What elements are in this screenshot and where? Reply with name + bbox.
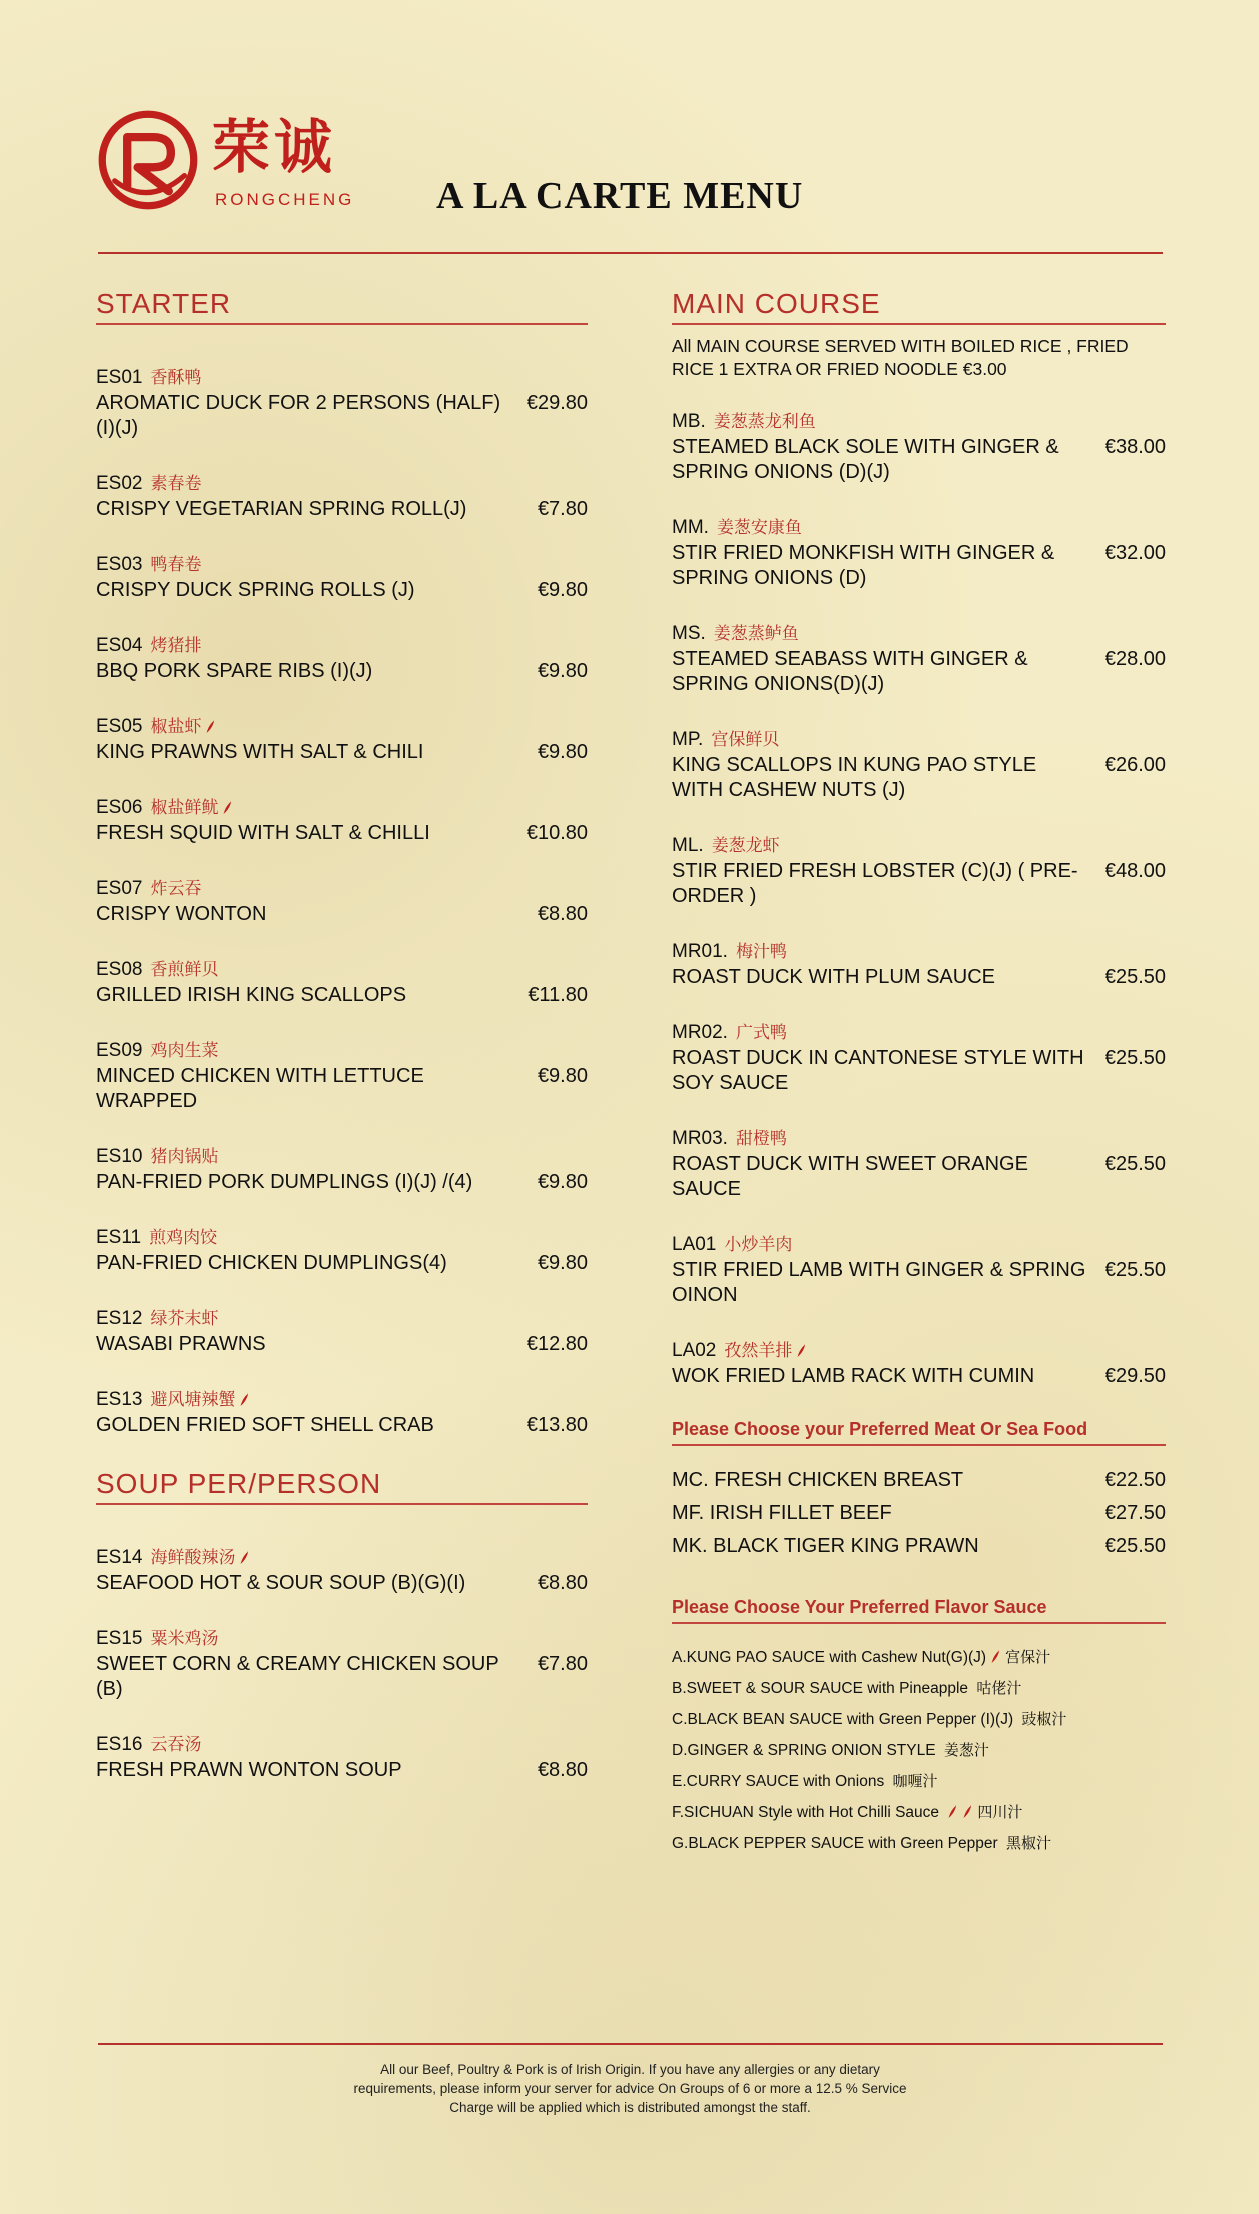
menu-item [672,1338,1166,1389]
item-name: ROAST DUCK IN CANTONESE STYLE WITH SOY SAUCE [672,1047,1084,1094]
item-price: €38.00 [1104,436,1166,458]
item-chinese-name: 梅汁鸭 [735,942,787,962]
item-chinese-name: 椒盐鲜鱿 [150,798,219,818]
menu-item [672,515,1166,591]
item-price: €9.80 [537,1171,588,1193]
sauce-choice [672,1673,1166,1704]
item-chinese-name: 广式鸭 [735,1023,787,1043]
item-code: ES14 [96,1547,143,1568]
item-code-line [96,1038,588,1064]
menu-item [672,833,1166,909]
item-name: BBQ PORK SPARE RIBS (I)(J) [96,660,373,682]
item-code-line [96,1225,588,1251]
chili-pepper-icon [947,1803,958,1819]
item-name: PAN-FRIED CHICKEN DUMPLINGS(4) [96,1252,447,1274]
menu-item [96,1732,588,1783]
item-price: €7.80 [537,1653,588,1675]
item-code: ES04 [96,635,143,656]
item-name: CRISPY DUCK SPRING ROLLS (J) [96,579,415,601]
item-price: €26.00 [1104,754,1166,776]
footer-note [250,2060,1010,2117]
item-code-line [96,633,588,659]
menu-item [96,795,588,846]
item-chinese-name: 孜然羊排 [724,1341,793,1361]
item-price: €9.80 [537,660,588,682]
menu-item [96,1038,588,1114]
sauce-name: F.SICHUAN Style with Hot Chilli Sauce [672,1804,944,1821]
sauce-name: E.CURRY SAUCE with Onions [672,1773,889,1790]
logo-english-name: RONGCHENG [215,190,355,209]
menu-item [672,939,1166,990]
item-chinese-name: 鸡肉生菜 [150,1041,219,1061]
menu-item [672,727,1166,803]
item-code: ES02 [96,473,143,494]
sauce-name: B.SWEET & SOUR SAUCE with Pineapple [672,1680,973,1697]
main-course-note: All MAIN COURSE SERVED WITH BOILED RICE , FRIED RICE 1 EXTRA OR FRIED NOODLE €3.00 [672,336,1129,379]
item-code-line [672,939,1166,965]
item-code-line [672,1338,1166,1364]
menu-item [96,633,588,684]
item-name: FRESH PRAWN WONTON SOUP [96,1759,402,1781]
item-name: STEAMED BLACK SOLE WITH GINGER & SPRING ONIONS (D)(J) [672,436,1059,483]
menu-item [672,1020,1166,1096]
footer-line: requirements, please inform your server for advice On Groups of 6 or more a 12.5 % Service [353,2081,907,2096]
item-code-line [96,365,588,391]
item-code: ES10 [96,1146,143,1167]
item-name: PAN-FRIED PORK DUMPLINGS (I)(J) /(4) [96,1171,473,1193]
meat-choice-heading: Please Choose your Preferred Meat Or Sea Food [672,1419,1166,1446]
item-price: €9.80 [537,1065,588,1087]
meat-choice-list [672,1464,1166,1563]
item-chinese-name: 烤猪排 [150,636,202,656]
sauce-chinese-name: 宫保汁 [1005,1648,1051,1666]
meat-choice-price: €22.50 [1104,1469,1166,1491]
item-name: STIR FRIED MONKFISH WITH GINGER & SPRING ONIONS (D) [672,542,1055,589]
item-code: MR01. [672,941,728,962]
menu-item [96,714,588,765]
rongcheng-logo-icon [96,108,200,212]
sauce-choice-list [672,1642,1166,1859]
item-price: €9.80 [537,741,588,763]
item-code: MR03. [672,1128,728,1149]
item-price: €12.80 [526,1333,588,1355]
item-code: LA01 [672,1234,717,1255]
item-code-line [672,515,1166,541]
item-name: KING PRAWNS WITH SALT & CHILI [96,741,424,763]
menu-item [672,621,1166,697]
main-course-heading: MAIN COURSE [672,288,1166,325]
item-code: MR02. [672,1022,728,1043]
starter-heading: STARTER [96,288,588,325]
menu-item [96,1225,588,1276]
menu-item [96,1144,588,1195]
bottom-divider [98,2043,1163,2045]
menu-item [96,957,588,1008]
item-chinese-name: 炸云吞 [150,879,202,899]
item-price: €8.80 [537,1759,588,1781]
item-chinese-name: 避风塘辣蟹 [150,1390,236,1410]
item-code: ES07 [96,878,143,899]
item-name: SEAFOOD HOT & SOUR SOUP (B)(G)(I) [96,1572,466,1594]
item-code-line [96,1144,588,1170]
item-price: €29.80 [526,392,588,414]
meat-choice-row [672,1497,1166,1530]
item-chinese-name: 姜葱蒸龙利鱼 [713,412,816,432]
item-chinese-name: 猪肉锅贴 [150,1147,219,1167]
sauce-chinese-name: 咖喱汁 [892,1772,938,1790]
item-chinese-name: 粟米鸡汤 [150,1629,219,1649]
sauce-choice [672,1797,1166,1828]
item-code: ES08 [96,959,143,980]
item-price: €25.50 [1104,966,1166,988]
item-code-line [96,1387,588,1413]
item-price: €10.80 [526,822,588,844]
right-column [672,288,1166,1859]
item-code: MB. [672,411,706,432]
sauce-chinese-name: 四川汁 [977,1803,1023,1821]
item-code-line [96,714,588,740]
item-chinese-name: 香煎鲜贝 [150,960,219,980]
item-price: €29.50 [1104,1365,1166,1387]
item-chinese-name: 姜葱安康鱼 [716,518,802,538]
item-code: ES11 [96,1227,142,1248]
item-code: ES13 [96,1389,143,1410]
menu-item [96,1626,588,1702]
top-divider [98,252,1163,254]
item-code-line [672,1232,1166,1258]
item-code-line [672,1020,1166,1046]
item-chinese-name: 姜葱蒸鲈鱼 [713,624,799,644]
item-price: €13.80 [526,1414,588,1436]
meat-choice-price: €25.50 [1104,1535,1166,1557]
chili-pepper-icon [239,1549,250,1565]
item-code-line [96,957,588,983]
meat-choice-price: €27.50 [1104,1502,1166,1524]
logo-chinese-name: 荣诚 [212,113,337,181]
item-code-line [672,409,1166,435]
item-chinese-name: 海鲜酸辣汤 [150,1548,236,1568]
item-name: KING SCALLOPS IN KUNG PAO STYLE WITH CASHEW NUTS (J) [672,754,1037,801]
item-code: LA02 [672,1340,717,1361]
sauce-name: G.BLACK PEPPER SAUCE with Green Pepper [672,1835,1002,1852]
meat-choice-row [672,1464,1166,1497]
menu-item [672,1126,1166,1202]
item-chinese-name: 小炒羊肉 [724,1235,793,1255]
menu-item [96,552,588,603]
item-name: STIR FRIED LAMB WITH GINGER & SPRING OINON [672,1259,1086,1306]
item-chinese-name: 宫保鲜贝 [711,730,780,750]
item-code-line [96,552,588,578]
item-chinese-name: 素春卷 [150,474,202,494]
item-code: ES01 [96,367,143,388]
item-name: ROAST DUCK WITH SWEET ORANGE SAUCE [672,1153,1028,1200]
menu-item [672,1232,1166,1308]
item-code: MS. [672,623,706,644]
item-name: GOLDEN FRIED SOFT SHELL CRAB [96,1414,434,1436]
item-code-line [96,1306,588,1332]
sauce-chinese-name: 咕佬汁 [976,1679,1022,1697]
item-name: WASABI PRAWNS [96,1333,266,1355]
item-price: €8.80 [537,1572,588,1594]
meat-choice-name: MC. FRESH CHICKEN BREAST [672,1469,964,1491]
menu-item [96,1545,588,1596]
item-price: €25.50 [1104,1047,1166,1069]
menu-item [96,365,588,441]
item-code: MP. [672,729,704,750]
item-code-line [96,1545,588,1571]
sauce-chinese-name: 姜葱汁 [943,1741,989,1759]
item-price: €32.00 [1104,542,1166,564]
item-price: €28.00 [1104,648,1166,670]
item-name: AROMATIC DUCK FOR 2 PERSONS (HALF)(I)(J) [96,392,501,439]
item-name: STIR FRIED FRESH LOBSTER (C)(J) ( PRE-ORDER ) [672,860,1078,907]
item-code-line [672,621,1166,647]
item-code: ES06 [96,797,143,818]
meat-choice-row [672,1530,1166,1563]
main-course-list [672,409,1166,1389]
item-code: ES12 [96,1308,143,1329]
sauce-chinese-name: 豉椒汁 [1021,1710,1067,1728]
item-price: €48.00 [1104,860,1166,882]
item-chinese-name: 甜橙鸭 [735,1129,787,1149]
chili-pepper-icon [990,1648,1001,1664]
item-code: ES16 [96,1734,143,1755]
item-chinese-name: 煎鸡肉饺 [149,1228,218,1248]
item-chinese-name: 椒盐虾 [150,717,202,737]
footer-line: Charge will be applied which is distributed amongst the staff. [449,2100,811,2115]
item-price: €25.50 [1104,1153,1166,1175]
footer-line: All our Beef, Poultry & Pork is of Irish Origin. If you have any allergies or any dietary [380,2062,880,2077]
sauce-choice [672,1766,1166,1797]
chili-pepper-icon [239,1391,250,1407]
sauce-name: C.BLACK BEAN SAUCE with Green Pepper (I)(J) [672,1711,1018,1728]
item-code: ML. [672,835,704,856]
sauce-name: D.GINGER & SPRING ONION STYLE [672,1742,940,1759]
page-title: A LA CARTE MENU [436,175,804,217]
item-price: €11.80 [528,984,588,1006]
chili-pepper-icon [962,1803,973,1819]
item-price: €9.80 [537,1252,588,1274]
item-name: GRILLED IRISH KING SCALLOPS [96,984,407,1006]
item-name: CRISPY VEGETARIAN SPRING ROLL(J) [96,498,467,520]
sauce-chinese-name: 黑椒汁 [1005,1834,1051,1852]
item-code-line [96,1626,588,1652]
starter-list [96,365,588,1438]
item-price: €8.80 [537,903,588,925]
item-chinese-name: 姜葱龙虾 [711,836,780,856]
chili-pepper-icon [222,799,233,815]
item-chinese-name: 香酥鸭 [150,368,202,388]
sauce-choice [672,1735,1166,1766]
item-code: ES15 [96,1628,143,1649]
item-chinese-name: 绿芥末虾 [150,1309,219,1329]
menu-item [96,1306,588,1357]
chili-pepper-icon [205,718,216,734]
item-code: ES03 [96,554,143,575]
item-code-line [672,833,1166,859]
item-chinese-name: 云吞汤 [150,1735,202,1755]
item-code-line [96,1732,588,1758]
sauce-choice [672,1704,1166,1735]
item-name: CRISPY WONTON [96,903,267,925]
sauce-choice [672,1828,1166,1859]
menu-item [96,1387,588,1438]
soup-heading: SOUP PER/PERSON [96,1468,588,1505]
meat-choice-name: MF. IRISH FILLET BEEF [672,1502,892,1524]
sauce-choice [672,1642,1166,1673]
item-code-line [672,727,1166,753]
item-name: STEAMED SEABASS WITH GINGER & SPRING ONIONS(D)(J) [672,648,1028,695]
item-name: WOK FRIED LAMB RACK WITH CUMIN [672,1365,1035,1387]
item-name: FRESH SQUID WITH SALT & CHILLI [96,822,430,844]
item-chinese-name: 鸭春卷 [150,555,202,575]
chili-pepper-icon [796,1342,807,1358]
left-column [96,288,588,1813]
sauce-name: A.KUNG PAO SAUCE with Cashew Nut(G)(J) [672,1649,987,1666]
soup-list [96,1545,588,1783]
menu-item [672,409,1166,485]
item-name: SWEET CORN & CREAMY CHICKEN SOUP (B) [96,1653,499,1700]
item-code-line [96,471,588,497]
item-code: MM. [672,517,709,538]
meat-choice-name: MK. BLACK TIGER KING PRAWN [672,1535,979,1557]
item-name: ROAST DUCK WITH PLUM SAUCE [672,966,995,988]
item-price: €7.80 [537,498,588,520]
item-code: ES09 [96,1040,143,1061]
item-price: €25.50 [1104,1259,1166,1281]
item-code-line [672,1126,1166,1152]
item-code-line [96,876,588,902]
item-code: ES05 [96,716,143,737]
item-price: €9.80 [537,579,588,601]
item-code-line [96,795,588,821]
sauce-choice-heading: Please Choose Your Preferred Flavor Sauce [672,1597,1166,1624]
item-name: MINCED CHICKEN WITH LETTUCE WRAPPED [96,1065,424,1112]
menu-item [96,471,588,522]
menu-item [96,876,588,927]
